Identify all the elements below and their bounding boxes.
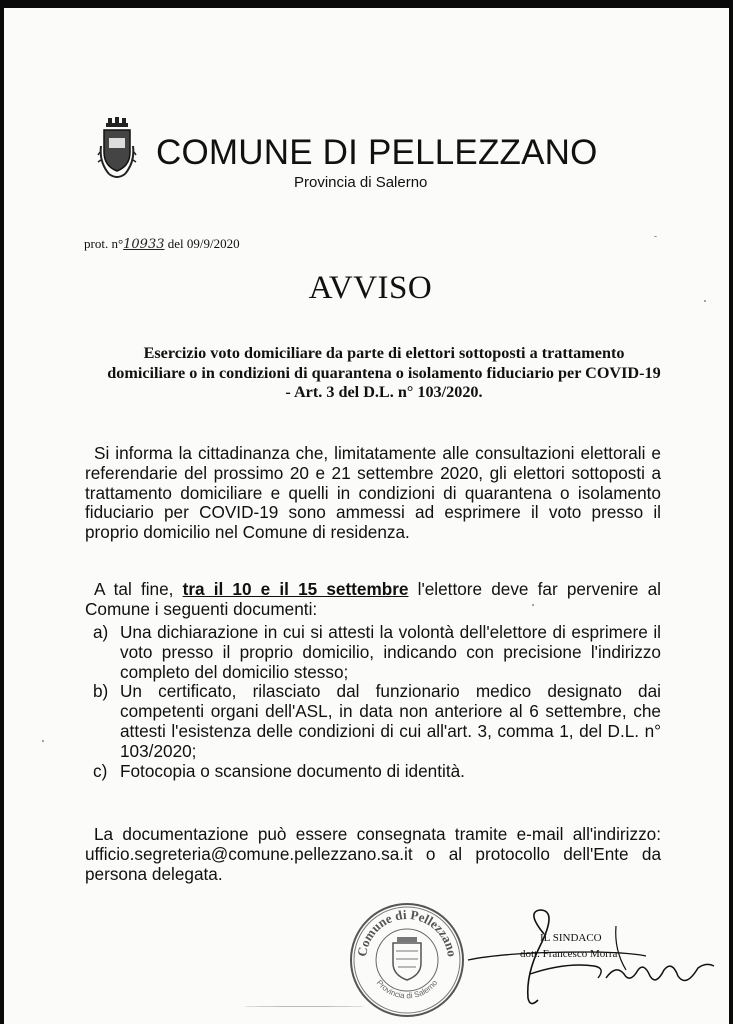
official-stamp [348, 901, 466, 1019]
protocol-number: 10933 [123, 237, 165, 252]
scan-speck [42, 740, 44, 742]
protocol-date: del 09/9/2020 [167, 236, 240, 251]
stamp-top-text: Comune di Pellezzano [354, 906, 460, 958]
list-item-text: Un certificato, rilasciato dal funzionario medico designato dai competenti organi dell'ASL, in data non anteriore al 6 settembre, che attesti l'esistenza delle condizioni di cui all'art. 3, comma 1, del D.L. n° 103/2020; [120, 681, 661, 761]
notice-heading: AVVISO [308, 270, 433, 306]
list-item-text: Fotocopia o scansione documento di identità. [120, 760, 465, 781]
scan-speck [244, 1006, 364, 1007]
scan-speck [654, 236, 657, 237]
list-item-text: Una dichiarazione in cui si attesti la volontà dell'elettore di esprimere il voto presso il proprio domicilio, indicando con precisione l'indirizzo completo del domicilio stesso; [120, 622, 661, 682]
list-marker: a) [93, 622, 109, 642]
body-paragraph-1: Si informa la cittadinanza che, limitatamente alle consultazioni elettorali e referendarie del prossimo 20 e 21 settembre 2020, gli elettori sottoposti a trattamento domiciliare e quelli in condizioni di quarantena o isolamento fiduciario per COVID-19 sono ammessi ad esprimere il voto presso il proprio domicilio nel Comune di residenza. [85, 443, 661, 543]
protocol-prefix: prot. n° [84, 236, 124, 251]
list-marker: c) [93, 760, 108, 781]
document-page [4, 8, 729, 1024]
list-marker: b) [93, 681, 109, 702]
protocol-line [84, 236, 240, 252]
deadline-highlight: tra il 10 e il 15 settembre [182, 579, 409, 599]
signatory-role: IL SINDACO [540, 932, 602, 944]
stamp-bottom-text: Provincia di Salerno [374, 978, 440, 1001]
list-item [93, 623, 661, 682]
body-paragraph-2 [85, 580, 661, 620]
paragraph-2-lead: A tal fine, [94, 579, 183, 599]
list-item [93, 682, 661, 761]
municipal-crest-icon [97, 116, 137, 182]
list-item [93, 762, 661, 782]
province-subtitle: Provincia di Salerno [294, 174, 428, 191]
municipality-title: COMUNE DI PELLEZZANO [156, 133, 598, 172]
notice-subject: Esercizio voto domiciliare da parte di elettori sottoposti a trattamento domiciliare o in condizioni di quarantena o isolamento fiduciario per COVID-19 - Art. 3 del D.L. n° 103/2020. [107, 344, 661, 401]
body-paragraph-3: La documentazione può essere consegnata tramite e-mail all'indirizzo: ufficio.segreteria@comune.pellezzano.sa.it o al protocollo dell'Ente da persona delegata. [85, 824, 661, 884]
paragraph-2-tail: l'elettore deve far pervenire al Comune i seguenti documenti: [85, 579, 661, 619]
required-documents-list [93, 623, 661, 781]
signatory-name: dott. Francesco Morra [520, 948, 618, 960]
